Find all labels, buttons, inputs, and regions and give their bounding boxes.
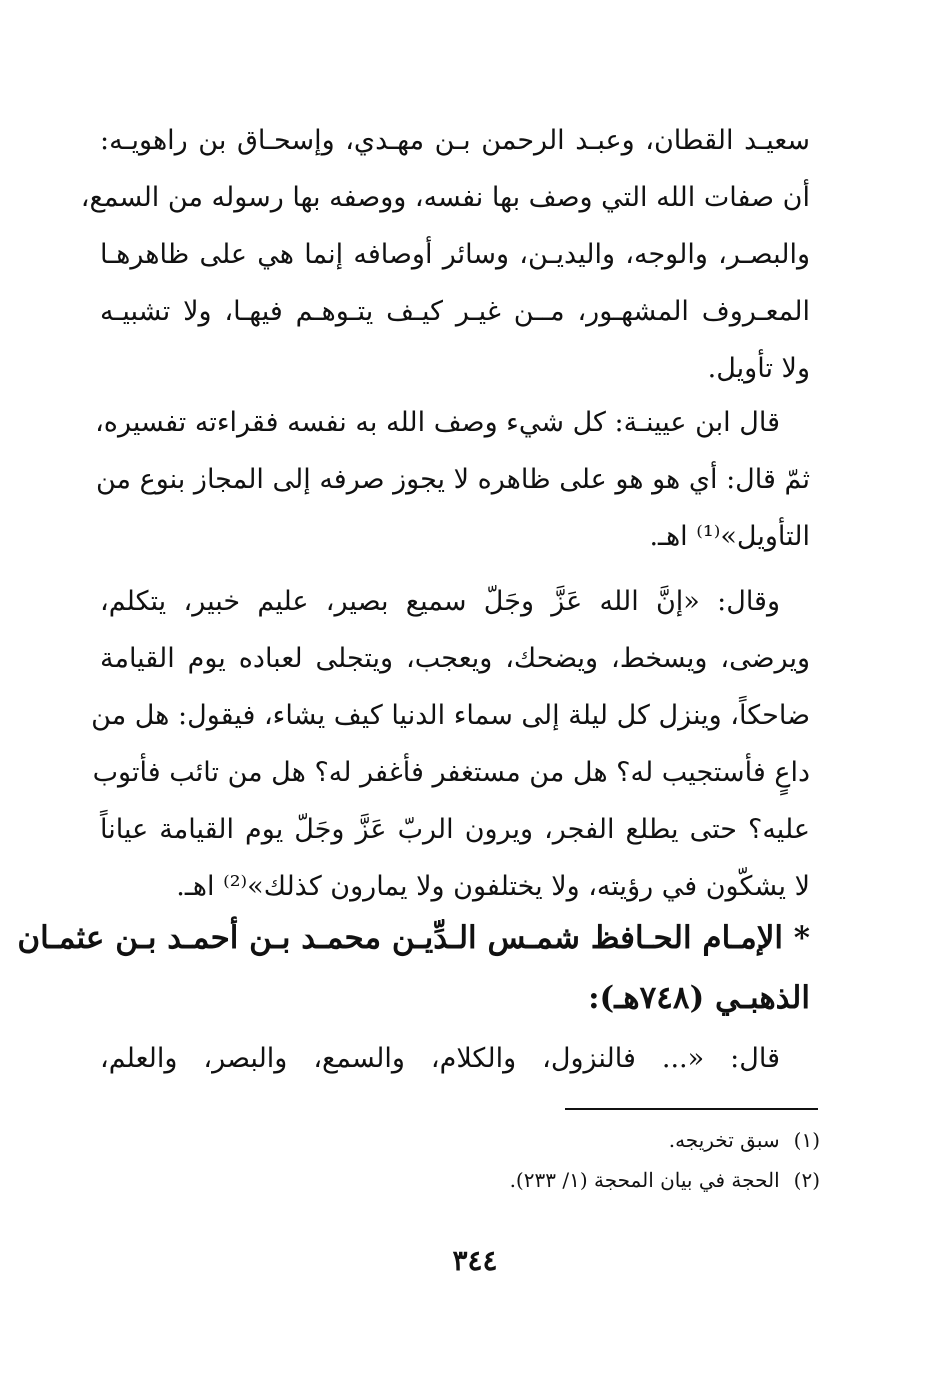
text-line: قال ابن عيينـة: كل شيء وصف الله به نفسه فقراءته تفسيره، — [95, 407, 780, 438]
paragraph-2 — [95, 394, 810, 565]
paragraph-1 — [80, 112, 810, 397]
paragraph-3 — [91, 573, 810, 915]
footnote-text: الحجة في بيان المحجة (١/ ٢٣٣). — [509, 1168, 780, 1192]
text-line: أن صفات الله التي وصف بها نفسه، ووصفه بها رسوله من السمع، — [80, 182, 810, 213]
page-number: ٣٤٤ — [452, 1244, 498, 1277]
text-line: ويرضى، ويسخط، ويضحك، ويعجب، ويتجلى لعباده يوم القيامة — [100, 643, 810, 674]
heading-line: الذهبـي (٧٤٨هـ): — [588, 980, 810, 1016]
text-line: لا يشكّون في رؤيته، ولا يختلفون ولا يمارون كذلك»⁽²⁾ اهـ. — [176, 871, 810, 902]
paragraph-4 — [100, 1030, 810, 1087]
text-line: ضاحكاً، وينزل كل ليلة إلى سماء الدنيا كيف يشاء، فيقول: هل من — [91, 700, 810, 731]
footnote-item — [300, 1120, 820, 1160]
text-line: والبصـر، والوجه، واليديـن، وسائر أوصافه إنما هي على ظاهرهـا — [100, 239, 810, 270]
footnote-number: (١) — [793, 1128, 820, 1152]
section-heading — [17, 908, 810, 1028]
text-line: المعـروف المشهـور، مــن غيـر كيـف يتـوهـم فيهـا، ولا تشبيـه — [100, 296, 810, 327]
footnote-text: سبق تخريجه. — [668, 1128, 780, 1152]
footnotes — [300, 1120, 820, 1200]
footnote-divider — [565, 1108, 818, 1110]
text-line: التأويل»⁽¹⁾ اهـ. — [649, 521, 810, 552]
text-line: قال: «... فالنزول، والكلام، والسمع، والبصر، والعلم، — [100, 1043, 780, 1074]
footnote-number: (٢) — [793, 1168, 820, 1192]
text-line: داعٍ فأستجيب له؟ هل من مستغفر فأغفر له؟ هل من تائب فأتوب — [92, 757, 810, 788]
footnote-item — [300, 1160, 820, 1200]
heading-line: * الإمـام الحـافظ شمـس الـدِّيـن محمـد بـن أحمـد بـن عثمـان — [17, 920, 810, 956]
text-line: سعيـد القطان، وعبـد الرحمن بـن مهـدي، وإسحـاق بن راهويـه: — [100, 125, 810, 156]
text-line: عليه؟ حتى يطلع الفجر، ويرون الربّ عَزَّ وجَلّ يوم القيامة عياناً — [100, 814, 810, 845]
text-line: ولا تأويل. — [707, 353, 810, 384]
text-line: وقال: «إنَّ الله عَزَّ وجَلّ سميع بصير، عليم خبير، يتكلم، — [100, 586, 780, 617]
text-line: ثمّ قال: أي هو هو على ظاهره لا يجوز صرفه إلى المجاز بنوع من — [96, 464, 810, 495]
